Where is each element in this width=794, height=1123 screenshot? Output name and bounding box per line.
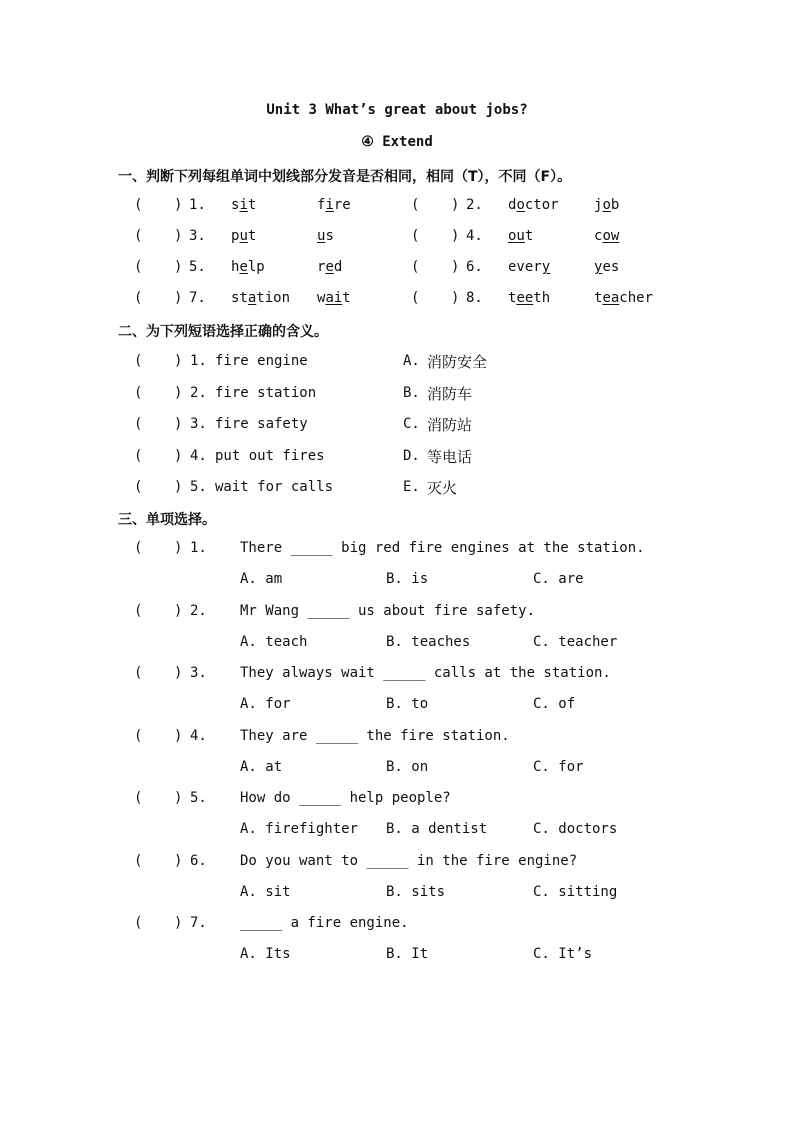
option-a[interactable]: A. Its xyxy=(240,946,291,962)
item-number: 8. xyxy=(466,290,483,306)
item-number: 2. xyxy=(190,602,207,619)
word-b xyxy=(594,290,653,306)
item-number: 7. xyxy=(189,290,206,306)
item-number: 2. xyxy=(466,197,483,213)
part3-question xyxy=(0,790,794,810)
part2-item xyxy=(0,416,794,436)
item-number: 3. xyxy=(190,665,207,681)
item-number: 5. xyxy=(190,790,207,806)
answer-blank[interactable] xyxy=(419,197,447,215)
option-c[interactable]: C. are xyxy=(533,571,584,587)
item-number: 4. xyxy=(190,727,207,744)
paren-open: ( xyxy=(134,197,143,213)
part3-options xyxy=(0,634,794,654)
word-part: s xyxy=(325,228,334,244)
word-b xyxy=(594,197,619,213)
word-part: t xyxy=(247,197,257,213)
option-b[interactable]: B. It xyxy=(386,946,429,962)
word-part: re xyxy=(333,197,351,213)
word-part: t xyxy=(508,290,517,306)
part1-item xyxy=(0,228,794,248)
word-part: t xyxy=(342,290,351,306)
word-part: ever xyxy=(508,259,542,275)
paren-close: ) xyxy=(451,228,460,244)
word-part: lp xyxy=(247,259,265,275)
answer-blank[interactable] xyxy=(142,416,170,434)
part2-item xyxy=(0,385,794,405)
underlined-sound: ai xyxy=(325,290,343,306)
option-letter: D. xyxy=(403,447,420,464)
word-part: t xyxy=(594,290,603,306)
item-number: 4. xyxy=(466,228,483,244)
question-text: Mr Wang _____ us about fire safety. xyxy=(240,602,536,619)
part3-options xyxy=(0,759,794,779)
word-part: es xyxy=(602,259,620,275)
paren-open: ( xyxy=(411,228,420,244)
answer-blank[interactable] xyxy=(142,728,170,746)
underlined-sound: e xyxy=(325,259,334,275)
paren-open: ( xyxy=(134,727,143,744)
underlined-sound: o xyxy=(602,197,611,213)
word-part: j xyxy=(594,197,603,213)
meaning: 灭火 xyxy=(427,479,458,497)
paren-close: ) xyxy=(174,290,183,306)
part1-item xyxy=(0,259,794,279)
paren-open: ( xyxy=(411,290,420,306)
question-text: There _____ big red fire engines at the station. xyxy=(240,540,645,556)
option-b[interactable]: B. is xyxy=(386,571,429,587)
part1-item xyxy=(0,197,794,217)
part2-item xyxy=(0,448,794,468)
answer-blank[interactable] xyxy=(419,290,447,308)
paren-open: ( xyxy=(411,259,420,275)
part3-options xyxy=(0,946,794,966)
option-b[interactable]: B. to xyxy=(386,696,429,712)
paren-open: ( xyxy=(134,479,143,495)
option-b[interactable]: B. on xyxy=(386,758,429,775)
word-part: b xyxy=(610,197,620,213)
word-part: r xyxy=(317,259,326,275)
item-number: 6. xyxy=(466,259,483,275)
item-number: 1. xyxy=(189,197,206,213)
option-b[interactable]: B. sits xyxy=(386,883,446,900)
answer-blank[interactable] xyxy=(142,665,170,683)
paren-open: ( xyxy=(134,915,143,931)
part3-question xyxy=(0,603,794,623)
part3-question xyxy=(0,915,794,935)
word-part: st xyxy=(231,290,248,306)
option-a[interactable]: A. am xyxy=(240,571,283,587)
paren-close: ) xyxy=(174,665,183,681)
option-letter: C. xyxy=(403,416,420,432)
meaning: 消防站 xyxy=(427,416,473,434)
word-part: w xyxy=(317,290,326,306)
word-a xyxy=(508,290,550,306)
word-part: f xyxy=(317,197,326,213)
word-part: p xyxy=(231,228,240,244)
question-text: They always wait _____ calls at the station. xyxy=(240,665,611,681)
item-number: 7. xyxy=(190,915,207,931)
paren-close: ) xyxy=(174,353,183,369)
item-number: 4. xyxy=(190,447,207,464)
paren-close: ) xyxy=(174,727,183,744)
paren-close: ) xyxy=(174,915,183,931)
underlined-sound: u xyxy=(239,228,248,244)
paren-open: ( xyxy=(134,353,143,369)
word-part: s xyxy=(231,197,240,213)
word-part: th xyxy=(533,290,551,306)
option-letter: A. xyxy=(403,353,420,369)
paren-close: ) xyxy=(451,197,460,213)
part2-item xyxy=(0,479,794,499)
paren-close: ) xyxy=(174,447,183,464)
paren-open: ( xyxy=(134,852,143,869)
answer-blank[interactable] xyxy=(142,790,170,808)
item-number: 6. xyxy=(190,852,207,869)
underlined-sound: i xyxy=(325,197,334,213)
answer-blank[interactable] xyxy=(142,353,170,371)
part3-question xyxy=(0,665,794,685)
underlined-sound: y xyxy=(541,259,551,275)
paren-close: ) xyxy=(174,790,183,806)
word-part: tion xyxy=(256,290,291,306)
answer-blank[interactable] xyxy=(142,603,170,621)
part2-item xyxy=(0,353,794,373)
option-a[interactable]: A. teach xyxy=(240,633,308,650)
item-number: 5. xyxy=(189,259,206,275)
option-c[interactable]: C. sitting xyxy=(533,883,618,900)
paren-close: ) xyxy=(174,259,183,275)
paren-open: ( xyxy=(134,384,143,401)
paren-close: ) xyxy=(174,602,183,619)
part3-options xyxy=(0,884,794,904)
meaning: 消防安全 xyxy=(427,353,488,371)
item-number: 2. xyxy=(190,384,207,401)
answer-blank[interactable] xyxy=(142,479,170,497)
paren-close: ) xyxy=(174,384,183,401)
item-number: 1. xyxy=(190,353,207,369)
option-c[interactable]: C. for xyxy=(533,758,584,775)
paren-open: ( xyxy=(134,228,143,244)
underlined-sound: ou xyxy=(508,228,525,244)
option-letter: B. xyxy=(403,384,420,401)
paren-open: ( xyxy=(134,540,143,556)
word-b xyxy=(594,259,619,275)
meaning: 消防车 xyxy=(427,384,473,403)
word-part: h xyxy=(231,259,240,275)
underlined-sound: i xyxy=(239,197,248,213)
answer-blank[interactable] xyxy=(419,228,447,246)
option-c[interactable]: C. teacher xyxy=(533,633,618,650)
phrase: fire safety xyxy=(215,416,308,432)
phrase: fire station xyxy=(215,384,317,401)
answer-blank[interactable] xyxy=(142,385,170,403)
answer-blank[interactable] xyxy=(419,259,447,277)
paren-open: ( xyxy=(134,259,143,275)
paren-open: ( xyxy=(134,790,143,806)
item-number: 3. xyxy=(189,228,206,244)
item-number: 5. xyxy=(190,479,207,495)
part3-question xyxy=(0,540,794,560)
item-number: 3. xyxy=(190,416,207,432)
part3-options xyxy=(0,571,794,591)
paren-open: ( xyxy=(134,665,143,681)
part3-options xyxy=(0,821,794,841)
underlined-sound: e xyxy=(239,259,248,275)
paren-open: ( xyxy=(134,416,143,432)
underlined-sound: ea xyxy=(602,290,620,306)
option-c[interactable]: C. doctors xyxy=(533,821,618,837)
page-subtitle: ④ Extend xyxy=(361,134,433,150)
word-part: t xyxy=(247,228,257,244)
item-number: 1. xyxy=(190,540,207,556)
option-c[interactable]: C. of xyxy=(533,696,576,712)
option-a[interactable]: A. at xyxy=(240,758,283,775)
paren-close: ) xyxy=(451,290,460,306)
option-c[interactable]: C. It’s xyxy=(533,946,593,962)
paren-open: ( xyxy=(134,602,143,619)
meaning: 等电话 xyxy=(427,447,473,466)
phrase: put out fires xyxy=(215,447,325,464)
paren-close: ) xyxy=(174,416,183,432)
part1-heading: 一、判断下列每组单词中划线部分发音是否相同，相同（T），不同（F）。 xyxy=(118,169,572,185)
word-a xyxy=(508,228,533,244)
option-b[interactable]: B. teaches xyxy=(386,633,471,650)
page-title: Unit 3 What’s great about jobs? xyxy=(266,102,528,118)
word-b xyxy=(594,228,619,244)
word-part: d xyxy=(333,259,343,275)
phrase: fire engine xyxy=(215,353,308,369)
paren-close: ) xyxy=(174,479,183,495)
option-b[interactable]: B. a dentist xyxy=(386,821,488,837)
underlined-sound: u xyxy=(317,228,326,244)
underlined-sound: ow xyxy=(602,228,620,244)
answer-blank[interactable] xyxy=(142,448,170,466)
part3-question xyxy=(0,728,794,748)
option-a[interactable]: A. for xyxy=(240,696,291,712)
answer-blank[interactable] xyxy=(142,915,170,933)
paren-close: ) xyxy=(451,259,460,275)
option-a[interactable]: A. sit xyxy=(240,883,291,900)
paren-close: ) xyxy=(174,852,183,869)
option-letter: E. xyxy=(403,479,420,495)
word-part: d xyxy=(508,197,517,213)
underlined-sound: ee xyxy=(516,290,534,306)
word-part: ctor xyxy=(524,197,559,213)
question-text: They are _____ the fire station. xyxy=(240,727,510,744)
part3-heading: 三、单项选择。 xyxy=(118,512,216,528)
paren-open: ( xyxy=(411,197,420,213)
word-part: c xyxy=(594,228,603,244)
paren-close: ) xyxy=(174,197,183,213)
word-part: cher xyxy=(619,290,654,306)
question-text: _____ a fire engine. xyxy=(240,915,409,931)
part2-heading: 二、为下列短语选择正确的含义。 xyxy=(118,324,328,340)
option-a[interactable]: A. firefighter xyxy=(240,821,359,837)
question-text: Do you want to _____ in the fire engine? xyxy=(240,852,578,869)
part3-question xyxy=(0,853,794,873)
paren-close: ) xyxy=(174,228,183,244)
part3-options xyxy=(0,696,794,716)
paren-open: ( xyxy=(134,290,143,306)
underlined-sound: y xyxy=(594,259,603,275)
question-text: How do _____ help people? xyxy=(240,790,451,806)
word-part: t xyxy=(524,228,534,244)
phrase: wait for calls xyxy=(215,479,334,495)
underlined-sound: o xyxy=(516,197,525,213)
word-a xyxy=(508,197,559,213)
underlined-sound: a xyxy=(247,290,257,306)
word-a xyxy=(508,259,550,275)
paren-close: ) xyxy=(174,540,183,556)
part1-item xyxy=(0,290,794,310)
paren-open: ( xyxy=(134,447,143,464)
answer-blank[interactable] xyxy=(142,540,170,558)
answer-blank[interactable] xyxy=(142,853,170,871)
